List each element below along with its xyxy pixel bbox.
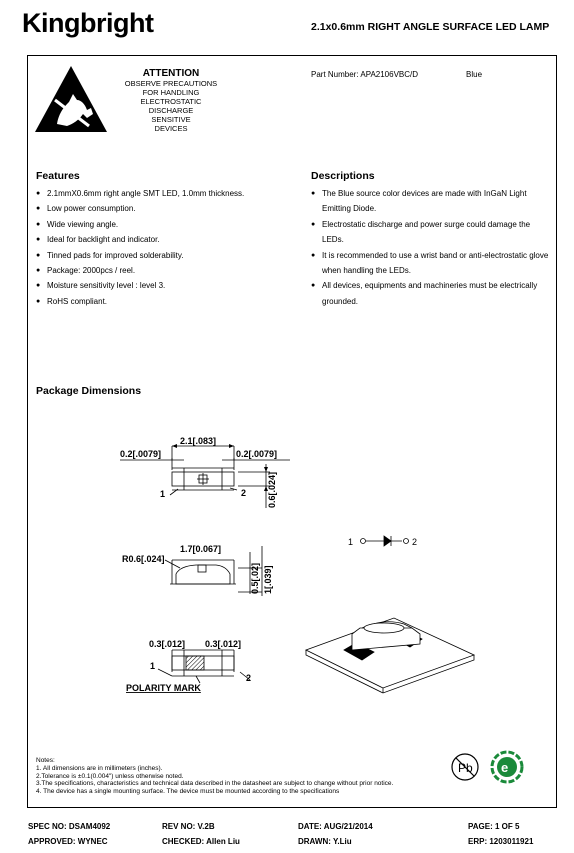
dim-top-right-pad: 0.2[.0079]: [236, 449, 278, 459]
date: DATE: AUG/21/2014: [298, 822, 373, 831]
pb-free-icon: [450, 752, 480, 782]
brand-logo: Kingbright: [22, 8, 154, 38]
list-item: ● Tinned pads for improved solderability.: [36, 251, 296, 266]
dim-side-radius: R0.6[.024]: [122, 554, 165, 564]
spec-no: SPEC NO: DSAM4092: [28, 822, 111, 831]
part-number: Part Number: APA2106VBC/D: [311, 70, 419, 79]
rev-no: REV NO: V.2B: [162, 822, 215, 831]
attention-heading: ATTENTION: [142, 68, 200, 79]
dim-bottom-pin2: 2: [246, 673, 252, 683]
list-item: ● It is recommended to use a wrist band or anti-electrostatic glove when handling the LEDs.: [311, 248, 551, 279]
list-item: ● 2.1mmX0.6mm right angle SMT LED, 1.0mm thickness.: [36, 189, 296, 204]
part-color: Blue: [466, 70, 483, 79]
package-heading: Package Dimensions: [36, 385, 142, 397]
dim-side-length: 1.7[0.067]: [180, 544, 222, 554]
list-item: ● All devices, equipments and machineries must be electrically grounded.: [311, 278, 551, 309]
dim-bottom-pin1: 1: [150, 661, 156, 671]
list-item: ● RoHS compliant.: [36, 297, 296, 312]
attention-text: OBSERVE PRECAUTIONS FOR HANDLING ELECTROSTATIC DISCHARGE SENSITIVE DEVICES: [124, 79, 218, 133]
circuit-pin1: 1: [348, 537, 354, 547]
dim-top-pin1: 1: [160, 489, 166, 499]
polarity-mark-label: POLARITY MARK: [126, 683, 201, 693]
approved-by: APPROVED: WYNEC: [28, 837, 108, 846]
dim-top-left-pad: 0.2[.0079]: [120, 449, 162, 459]
dim-top-height: 0.6[.024]: [267, 471, 277, 508]
circuit-pin2: 2: [412, 537, 418, 547]
drawn-by: DRAWN: Y.Liu: [298, 837, 352, 846]
list-item: ● Wide viewing angle.: [36, 220, 296, 235]
dim-side-h1: 0.5[.02]: [250, 562, 260, 594]
checked-by: CHECKED: Allen Liu: [162, 837, 240, 846]
descriptions-heading: Descriptions: [311, 170, 375, 182]
dim-bottom-pad1: 0.3[.012]: [149, 639, 186, 649]
dim-top-width: 2.1[.083]: [180, 436, 217, 446]
list-item: ● The Blue source color devices are made with InGaN Light Emitting Diode.: [311, 186, 551, 217]
list-item: ● Ideal for backlight and indicator.: [36, 235, 296, 250]
dim-side-h2: 1[.039]: [263, 565, 273, 594]
document-title: 2.1x0.6mm RIGHT ANGLE SURFACE LED LAMP: [311, 21, 550, 33]
list-item: ● Electrostatic discharge and power surge could damage the LEDs.: [311, 217, 551, 248]
features-heading: Features: [36, 170, 80, 182]
svg-text:e: e: [501, 760, 509, 775]
erp-number: ERP: 1203011921: [468, 837, 534, 846]
rohs-eco-icon: [490, 750, 524, 784]
svg-text:Pb: Pb: [458, 761, 473, 775]
page-number: PAGE: 1 OF 5: [468, 822, 520, 831]
dim-bottom-pad2: 0.3[.012]: [205, 639, 242, 649]
list-item: ● Moisture sensitivity level : level 3.: [36, 281, 296, 296]
list-item: ● Package: 2000pcs / reel.: [36, 266, 296, 281]
dim-top-pin2: 2: [241, 488, 247, 498]
list-item: ● Low power consumption.: [36, 204, 296, 219]
notes-section: Notes: 1. All dimensions are in millimeters (inches). 2.Tolerance is ±0.1(0.004") unless otherwise noted. 3.The specifications, characteristics and technical data described in the datasheet are subject to change without prior notice. 4. The device has a single mounting surface. The device must be mounted according to the specifications: [36, 757, 394, 796]
